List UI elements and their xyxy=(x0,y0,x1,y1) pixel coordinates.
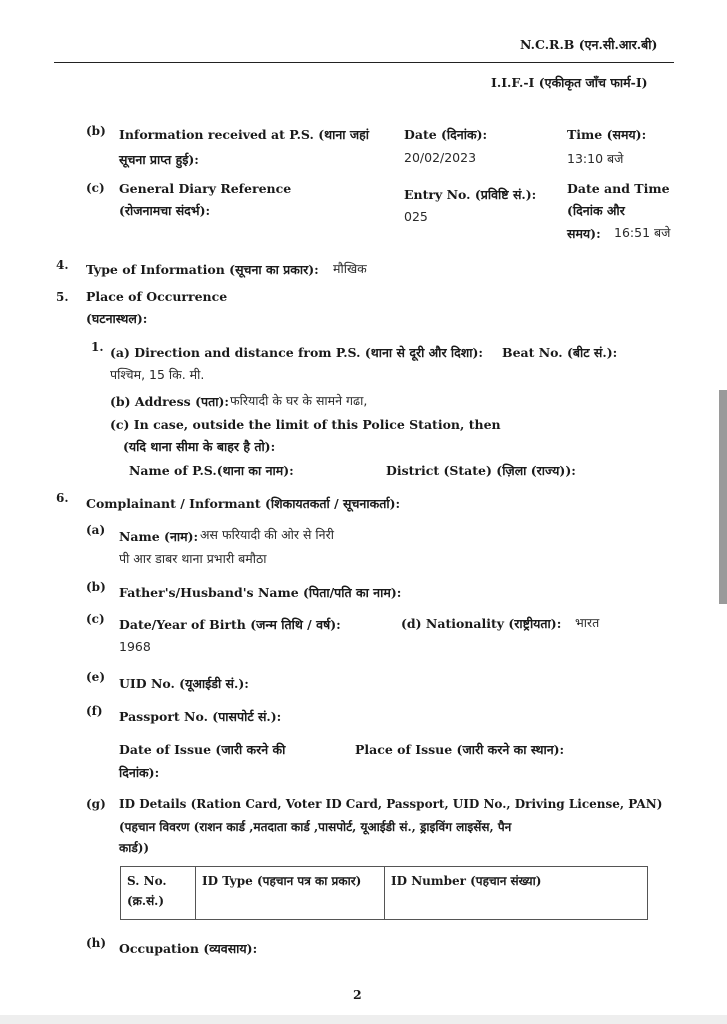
gd-reference-label-2: (रोजनामचा संदर्भ): xyxy=(119,203,211,218)
a-marker: (a) xyxy=(86,523,106,537)
time-label: Time (समय): xyxy=(567,127,647,142)
table-row xyxy=(121,867,648,920)
father-name-label: Father's/Husband's Name (पिता/पति का नाम): xyxy=(119,585,402,600)
bottom-bar xyxy=(0,1015,727,1024)
gd-reference-label: General Diary Reference xyxy=(119,181,292,196)
dob-label: Date/Year of Birth (जन्म तिथि / वर्ष): xyxy=(119,617,341,632)
ncrb-header: N.C.R.B (एन.सी.आर.बी) xyxy=(520,37,658,52)
nationality-label: (d) Nationality (राष्ट्रीयता): xyxy=(401,616,562,631)
passport-label: Passport No. (पासपोर्ट सं.): xyxy=(119,709,282,724)
nationality-value: भारत xyxy=(575,615,600,630)
address-value: फरियादी के घर के सामने गढा, xyxy=(230,393,368,408)
info-received-label: Information received at P.S. (थाना जहां xyxy=(119,127,370,142)
info-received-label-2: सूचना प्राप्त हुई): xyxy=(119,152,199,167)
id-details-label-2: (पहचान विवरण (राशन कार्ड ,मतदाता कार्ड ,पासपोर्ट, यूआईडी सं., ड्राइविंग लाइसेंस, पैन xyxy=(119,820,512,834)
h-marker: (h) xyxy=(86,936,107,950)
section-5-number: 5. xyxy=(56,290,69,304)
direction-distance-label: (a) Direction and distance from P.S. (थाना से दूरी और दिशा): xyxy=(110,345,484,360)
table-header-id-number: ID Number (पहचान संख्या) xyxy=(385,867,648,920)
table-header-sno: S. No. (क्र.सं.) xyxy=(121,867,196,920)
place-of-occurrence-label: Place of Occurrence xyxy=(86,289,228,304)
ps-name-label: Name of P.S.(थाना का नाम): xyxy=(129,463,294,478)
c-marker: (c) xyxy=(86,181,105,195)
date-value: 20/02/2023 xyxy=(404,150,477,165)
id-details-label-3: कार्ड)) xyxy=(119,841,150,855)
district-label: District (State) (ज़िला (राज्य)): xyxy=(386,463,576,478)
time-value: 13:10 बजे xyxy=(567,151,624,166)
section-6-number: 6. xyxy=(56,491,69,505)
date-time-value: 16:51 बजे xyxy=(614,225,671,240)
date-time-label-2: (दिनांक और xyxy=(567,203,625,218)
outside-limit-label-2: (यदि थाना सीमा के बाहर है तो): xyxy=(123,439,276,454)
sub-1-number: 1. xyxy=(91,340,104,354)
address-label: (b) Address (पता): xyxy=(110,394,229,409)
direction-distance-value: पश्चिम, 15 कि. मी. xyxy=(110,367,205,382)
header-rule xyxy=(54,62,674,63)
scrollbar-thumb[interactable] xyxy=(719,390,727,604)
date-of-issue-label: Date of Issue (जारी करने की xyxy=(119,742,286,757)
place-of-issue-label: Place of Issue (जारी करने का स्थान): xyxy=(355,742,565,757)
occupation-label: Occupation (व्यवसाय): xyxy=(119,941,258,956)
f-marker: (f) xyxy=(86,704,103,718)
table-header-id-type: ID Type (पहचान पत्र का प्रकार) xyxy=(196,867,385,920)
section-4-number: 4. xyxy=(56,258,69,272)
beat-no-label: Beat No. (बीट सं.): xyxy=(502,345,618,360)
date-time-label: Date and Time xyxy=(567,181,670,196)
name-label: Name (नाम): xyxy=(119,529,199,544)
date-label: Date (दिनांक): xyxy=(404,127,488,142)
b2-marker: (b) xyxy=(86,580,106,594)
uid-label: UID No. (यूआईडी सं.): xyxy=(119,676,249,691)
complainant-label: Complainant / Informant (शिकायतकर्ता / सूचनाकर्ता): xyxy=(86,496,401,511)
g-marker: (g) xyxy=(86,797,106,811)
page-number: 2 xyxy=(353,987,362,1002)
type-of-information-label: Type of Information (सूचना का प्रकार): xyxy=(86,262,319,277)
outside-limit-label: (c) In case, outside the limit of this Police Station, then xyxy=(110,417,501,432)
id-details-table xyxy=(120,866,648,920)
type-of-information-value: मौखिक xyxy=(333,261,367,276)
form-title: I.I.F.-I (एकीकृत जाँच फार्म-I) xyxy=(491,75,648,90)
entry-no-label: Entry No. (प्रविष्टि सं.): xyxy=(404,187,537,202)
date-time-label-3: समय): xyxy=(567,226,601,241)
entry-no-value: 025 xyxy=(404,209,428,224)
dob-value: 1968 xyxy=(119,639,151,654)
c2-marker: (c) xyxy=(86,612,105,626)
date-of-issue-label-2: दिनांक): xyxy=(119,765,160,780)
b-marker: (b) xyxy=(86,124,106,138)
name-value: अस फरियादी की ओर से निरी xyxy=(200,527,334,542)
name-value-2: पी आर डाबर थाना प्रभारी बमौठा xyxy=(119,551,267,566)
id-details-label: ID Details (Ration Card, Voter ID Card, Passport, UID No., Driving License, PAN) xyxy=(119,797,663,811)
place-of-occurrence-label-2: (घटनास्थल): xyxy=(86,311,148,326)
e-marker: (e) xyxy=(86,670,105,684)
